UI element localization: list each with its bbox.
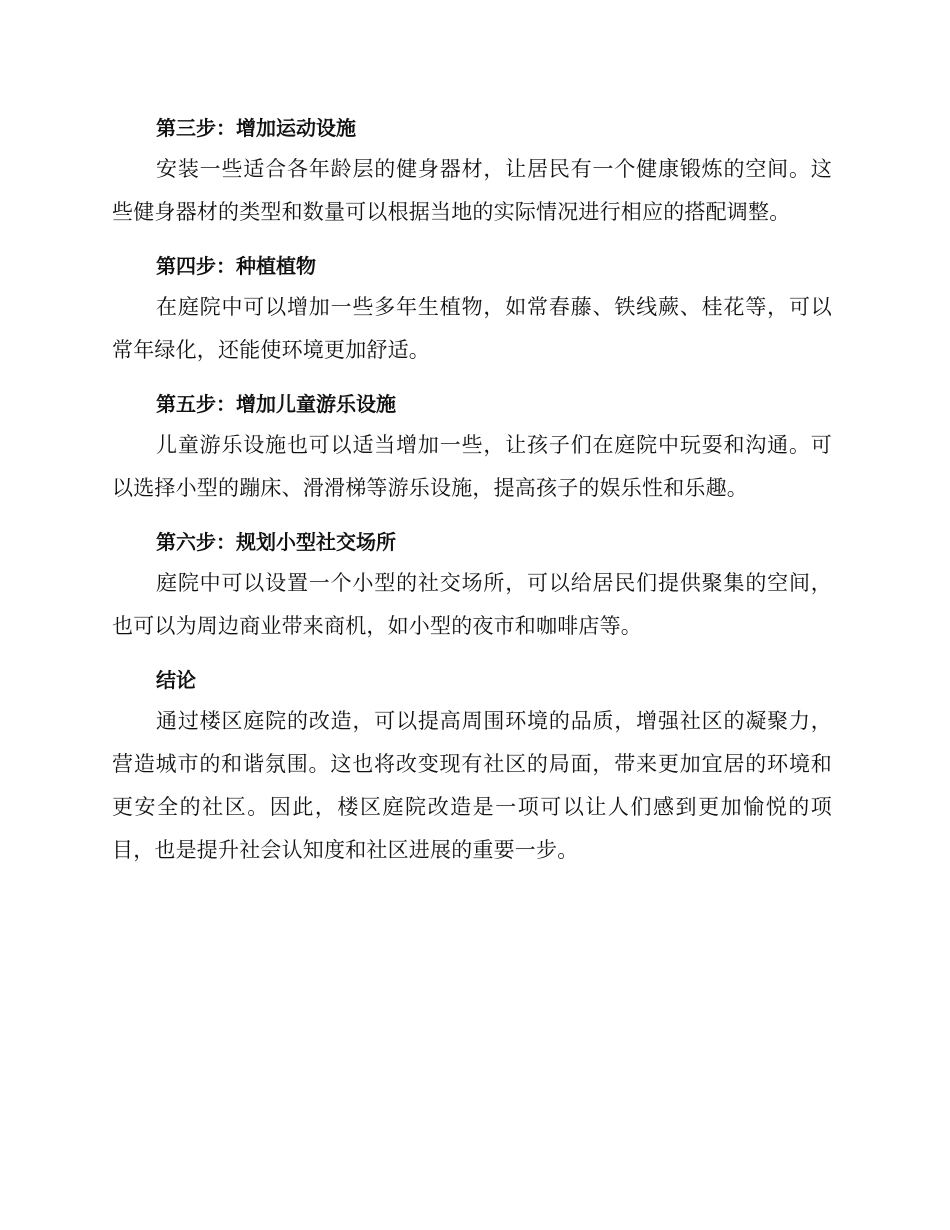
- section-body-step-5: 儿童游乐设施也可以适当增加一些，让孩子们在庭院中玩耍和沟通。可以选择小型的蹦床、滑滑梯等游乐设施，提高孩子的娱乐性和乐趣。: [112, 433, 832, 500]
- section-body-step-6: 庭院中可以设置一个小型的社交场所，可以给居民们提供聚集的空间，也可以为周边商业带来商机，如小型的夜市和咖啡店等。: [112, 571, 832, 638]
- section-body-step-4: 在庭院中可以增加一些多年生植物，如常春藤、铁线蕨、桂花等，可以常年绿化，还能使环境更加舒适。: [112, 295, 832, 362]
- section-heading-step-6: 第六步：规划小型社交场所: [156, 530, 396, 554]
- section-body-conclusion: 通过楼区庭院的改造，可以提高周围环境的品质，增强社区的凝聚力，营造城市的和谐氛围。这也将改变现有社区的局面，带来更加宜居的环境和更安全的社区。因此，楼区庭院改造是一项可以让人们感到更加愉悦的项目，也是提升社会认知度和社区进展的重要一步。: [112, 709, 832, 862]
- section-heading-conclusion: 结论: [156, 668, 196, 692]
- section-body-step-3: 安装一些适合各年龄层的健身器材，让居民有一个健康锻炼的空间。这些健身器材的类型和数量可以根据当地的实际情况进行相应的搭配调整。: [112, 157, 832, 224]
- section-heading-step-3: 第三步：增加运动设施: [156, 116, 356, 140]
- document-page: [112, 108, 832, 884]
- section-heading-step-4: 第四步：种植植物: [156, 254, 316, 278]
- section-heading-step-5: 第五步：增加儿童游乐设施: [156, 392, 396, 416]
